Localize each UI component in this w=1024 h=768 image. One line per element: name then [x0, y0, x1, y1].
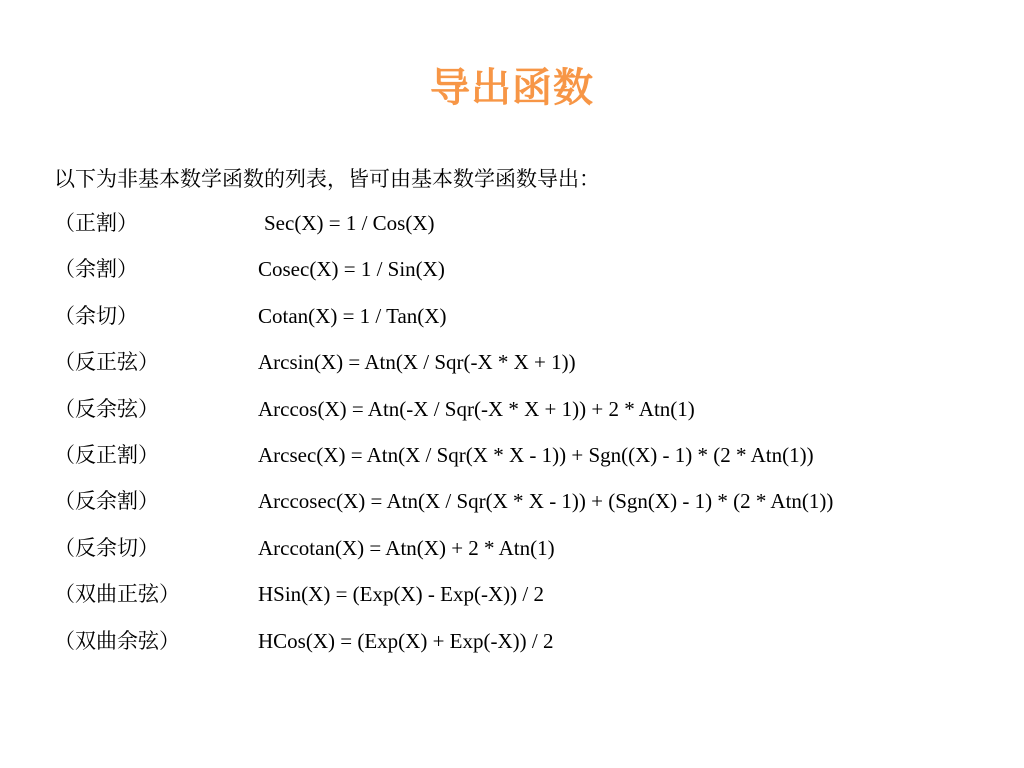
function-row-cotan [54, 301, 833, 347]
function-name: （反余割） [54, 489, 159, 514]
function-formula: HSin(X) = (Exp(X) - Exp(-X)) / 2 [258, 582, 544, 607]
function-formula: Sec(X) = 1 / Cos(X) [264, 211, 435, 235]
function-formula: Cosec(X) = 1 / Sin(X) [258, 257, 445, 282]
function-formula: Arccos(X) = Atn(-X / Sqr(-X * X + 1)) + 2 * Atn(1) [258, 396, 695, 421]
function-formula: Arccotan(X) = Atn(X) + 2 * Atn(1) [258, 535, 555, 560]
function-formula: Arcsec(X) = Atn(X / Sqr(X * X - 1)) + Sgn((X) - 1) * (2 * Atn(1)) [258, 442, 814, 467]
function-name: （反正割） [54, 442, 159, 467]
function-name: （余割） [54, 257, 138, 282]
function-row-arcsin [54, 347, 833, 393]
function-name: （双曲正弦） [54, 582, 180, 607]
function-row-arccosec [54, 486, 833, 532]
function-formula: Cotan(X) = 1 / Tan(X) [258, 303, 447, 328]
intro-text: 以下为非基本数学函数的列表，皆可由基本数学函数导出： [54, 167, 600, 191]
function-name: （反余弦） [54, 396, 159, 421]
function-list [54, 208, 833, 672]
function-formula: Arccosec(X) = Atn(X / Sqr(X * X - 1)) + (Sgn(X) - 1) * (2 * Atn(1)) [258, 489, 834, 514]
function-formula: HCos(X) = (Exp(X) + Exp(-X)) / 2 [258, 628, 554, 653]
slide-title: 导出函数 [430, 65, 594, 111]
function-name: （正割） [54, 211, 138, 235]
function-row-hcos [54, 626, 833, 672]
function-name: （余切） [54, 303, 138, 328]
function-formula: Arcsin(X) = Atn(X / Sqr(-X * X + 1)) [258, 350, 576, 375]
function-name: （反正弦） [54, 350, 159, 375]
function-name: （反余切） [54, 535, 159, 560]
function-row-hsin [54, 579, 833, 625]
function-row-arcsec [54, 440, 833, 486]
function-row-arccos [54, 394, 833, 440]
function-row-sec [54, 208, 833, 254]
function-row-cosec [54, 254, 833, 300]
function-name: （双曲余弦） [54, 628, 180, 653]
function-row-arccotan [54, 533, 833, 579]
